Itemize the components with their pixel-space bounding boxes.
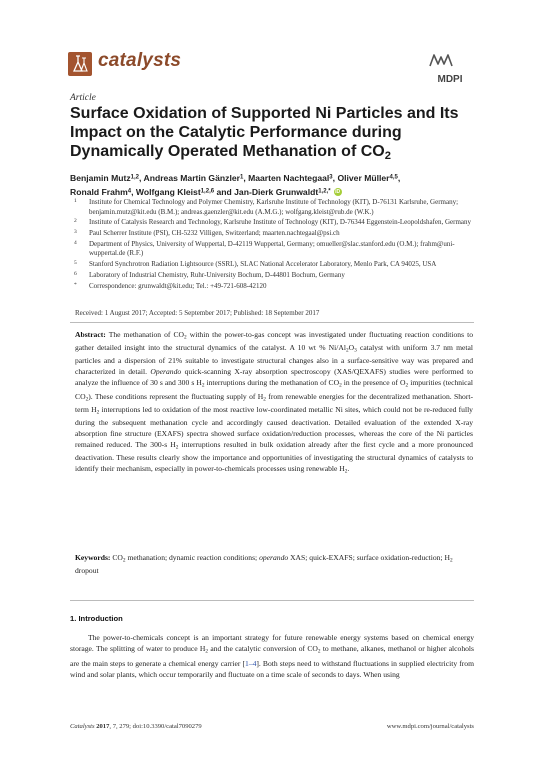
affiliations <box>70 198 490 293</box>
article-type: Article <box>70 93 96 103</box>
article-title <box>70 104 480 166</box>
affiliation-item: 3 Paul Scherrer Institute (PSI), CH-5232 Villigen, Switzerland; maarten.nachtegaal@psi.ch <box>74 229 340 238</box>
section-paragraph: The power-to-chemicals concept is an important strategy for future renewable energy systems based on chemical energy storage. The splitting of water to produce $H_2$ and the catalytic conversion of $CO_2$ to methane, alkanes, methanol or higher alcohols are the main steps to generate a chemical energy carrier [1–4]. Both steps need to withstand fluctuations in supplied electricity from wind and solar plants, which occur temporarily and fluctuate on a time scale of seconds to days. When using <box>70 633 474 679</box>
footer-citation: Catalysts 2017, 7, 279; doi:10.3390/catal7090279 <box>70 723 202 730</box>
journal-logo <box>68 52 92 76</box>
author: Wolfgang Kleist$^{1,2,6}$ and <box>135 186 235 197</box>
divider <box>70 322 474 323</box>
publisher-name: MDPI <box>437 74 463 85</box>
title-subscript: 2 <box>384 149 391 162</box>
author: Maarten Nachtegaal$^3$, <box>248 173 338 183</box>
publication-dates: Received: 1 August 2017; Accepted: 5 September 2017; Published: 18 September 2017 <box>75 309 320 317</box>
keywords-label: Keywords: <box>75 553 111 562</box>
title-line-2: Impact on the Catalytic Performance during <box>70 124 402 141</box>
citation-link[interactable]: 1–4 <box>245 658 257 668</box>
author: Jan-Dierk Grunwaldt$^{1,2,*}$ <box>234 186 331 197</box>
mdpi-mark-icon <box>428 52 454 68</box>
abstract-label: Abstract: <box>75 330 106 339</box>
abstract: Abstract: The methanation of $CO_2$ within the power-to-gas concept was investigated under fluctuating reaction conditions to gather detailed insight into the structural dynamics of the catalyst. A 10 wt % $Ni/Al_2O_3$ catalyst with uniform 3.7 nm metal particles and a dispersion of 21% suitable to investigate structural changes also in a surface-sensitive way was prepared and characterized in detail. Operando quick-scanning X-ray absorption spectroscopy (XAS/QEXAFS) studies were performed to analyze the influence of 30 s and 300 s $H_2$ interruptions during the methanation of $CO_2$ in the presence of $O_2$ impurities (technical $CO_2$). These conditions represent the fluctuating supply of $H_2$ from renewable energies for the decentralized methanation. Short-term $H_2$ interruptions led to oxidation of the most reactive low-coordinated metallic Ni sites, which could not be re-reduced fully during the subsequent methanation cycle and accordingly caused deactivation. Detailed evaluation of the extended X-ray absorption fine structure (EXAFS) spectra showed surface oxidation/reduction processes, whereas the core of the Ni particles remained reduced. The 300-s $H_2$ interruptions resulted in bulk oxidation already after the first cycle and a more pronounced deactivation. These results clearly show the importance and opportunities of investigating the structural dynamics of catalysts to identify their mechanism, especially in power-to-chemicals processes using renewable $H_2$. <box>75 330 474 475</box>
author: Andreas Martin Gänzler$^1$, <box>143 173 249 183</box>
journal-name: catalysts <box>98 50 182 71</box>
author: Benjamin Mutz$^{1,2}$, <box>70 173 144 183</box>
keywords: Keywords: $CO_2$ methanation; dynamic reaction conditions; operando XAS; quick-EXAFS; surface oxidation-reduction; $H_2$ dropout <box>75 553 453 576</box>
title-line-3: Dynamically Operated Methanation of CO <box>70 143 385 160</box>
affiliation-item: * Correspondence: grunwaldt@kit.edu; Tel.: +49-721-608-42120 <box>74 281 267 290</box>
author: Oliver Müller$^{4,5}$, <box>337 173 401 183</box>
footer-url[interactable]: www.mdpi.com/journal/catalysts <box>386 723 474 730</box>
affiliation-item: 2 Institute of Catalysis Research and Technology, Karlsruhe Institute of Technology (KIT), D-76344 Eggenstein-Leopoldshafen, Germany <box>74 218 472 227</box>
affiliation-item: 6 Laboratory of Industrial Chemistry, Ruhr-University Bochum, D-44801 Bochum, Germany <box>74 270 345 279</box>
orcid-icon[interactable]: iD <box>335 189 341 196</box>
title-line-1: Surface Oxidation of Supported Ni Particles and Its <box>70 105 459 122</box>
section-heading: 1. Introduction <box>70 614 123 623</box>
publisher-logo <box>428 52 472 85</box>
affiliation-item: 4 Department of Physics, University of Wuppertal, D-42119 Wuppertal, Germany; omueller@slac.stanford.edu (O.M.); frahm@uni-wuppertal.de (R.F.) <box>74 239 455 258</box>
flask-icon <box>68 52 92 76</box>
affiliation-item: 5 Stanford Synchrotron Radiation Lightsource (SSRL), SLAC National Accelerator Laboratory, Menlo Park, CA 94025, USA <box>74 260 437 269</box>
author: Ronald Frahm$^4$, <box>70 186 136 197</box>
author-list <box>70 172 490 199</box>
divider <box>70 600 474 601</box>
affiliation-item: 1 Institute for Chemical Technology and Polymer Chemistry, Karlsruhe Institute of Technology (KIT), D-76131 Karlsruhe, Germany; benjamin.mutz@kit.edu (B.M.); andreas.gaenzler@kit.edu (A.M.G.); wolfgang.kleist@rub.de (W.K.) <box>74 198 459 216</box>
